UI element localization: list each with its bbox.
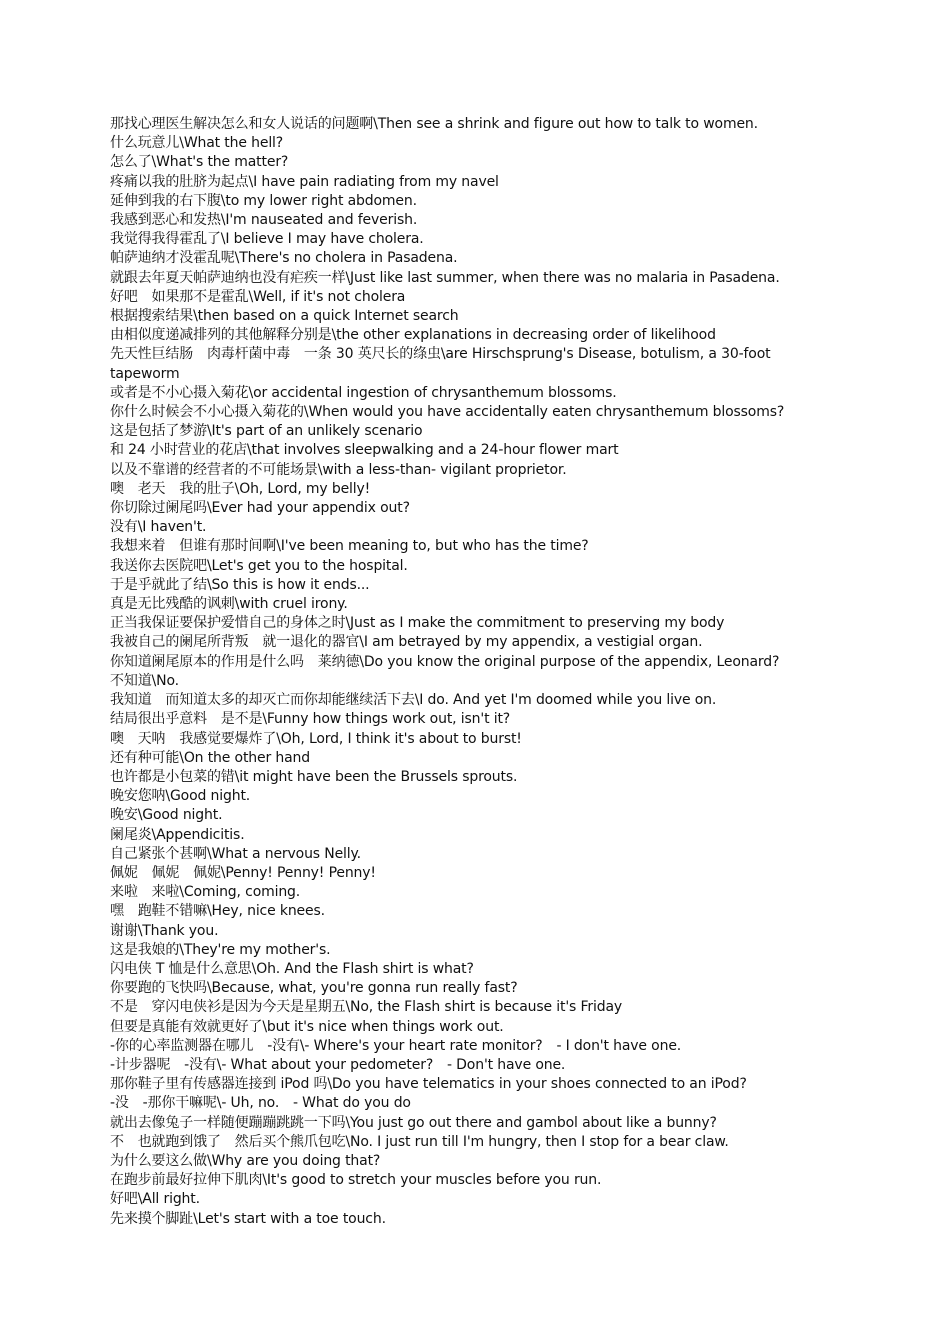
subtitle-line: 在跑步前最好拉伸下肌肉\It's good to stretch your muscles before you run. — [110, 1172, 602, 1189]
subtitle-line: 我被自己的阑尾所背叛 就一退化的器官\I am betrayed by my appendix, a vestigial organ. — [110, 634, 703, 651]
subtitle-line: 噢 老天 我的肚子\Oh, Lord, my belly! — [110, 480, 371, 497]
subtitle-line: 不 也就跑到饿了 然后买个熊爪包吃\No. I just run till I'm hungry, then I stop for a bear claw. — [110, 1133, 729, 1150]
subtitle-line: 没有\I haven't. — [110, 519, 207, 536]
subtitle-line: 为什么要这么做\Why are you doing that? — [110, 1152, 381, 1169]
subtitle-line: 晚安您呐\Good night. — [110, 788, 251, 805]
subtitle-line: 那找心理医生解决怎么和女人说话的问题啊\Then see a shrink and figure out how to talk to women. — [110, 116, 758, 132]
subtitle-line: 噢 天呐 我感觉要爆炸了\Oh, Lord, I think it's about to burst! — [110, 730, 522, 747]
subtitle-line: -你的心率监测器在哪儿 -没有\- Where's your heart rate monitor? - I don't have one. — [110, 1037, 682, 1054]
subtitle-line: 我送你去医院吧\Let's get you to the hospital. — [110, 557, 408, 574]
subtitle-line: 你知道阑尾原本的作用是什么吗 莱纳德\Do you know the original purpose of the appendix, Leonard? — [110, 653, 780, 670]
subtitle-line: 嘿 跑鞋不错嘛\Hey, nice knees. — [110, 903, 325, 920]
subtitle-line: -计步器呢 -没有\- What about your pedometer? - Don't have one. — [110, 1056, 566, 1073]
subtitle-line: 晚安\Good night. — [110, 807, 223, 824]
subtitle-line: 先来摸个脚趾\Let's start with a toe touch. — [110, 1210, 386, 1227]
subtitle-line: 好吧 如果那不是霍乱\Well, if it's not cholera — [110, 288, 406, 305]
subtitle-line: 怎么了\What's the matter? — [110, 154, 289, 171]
subtitle-line: 谢谢\Thank you. — [110, 922, 219, 939]
subtitle-line: 就跟去年夏天帕萨迪纳也没有疟疾一样\Just like last summer, when there was no malaria in Pasadena. — [110, 269, 780, 286]
subtitle-line: 我想来着 但谁有那时间啊\I've been meaning to, but who has the time? — [110, 538, 589, 555]
subtitle-line: 不是 穿闪电侠衫是因为今天是星期五\No, the Flash shirt is because it's Friday — [110, 999, 623, 1016]
subtitle-line: 真是无比残酷的讽刺\with cruel irony. — [110, 596, 348, 613]
subtitle-line: 正当我保证要保护爱惜自己的身体之时\Just as I make the commitment to preserving my body — [110, 615, 725, 632]
subtitle-line: 不知道\No. — [110, 672, 179, 689]
subtitle-line: 但要是真能有效就更好了\but it's nice when things work out. — [110, 1018, 504, 1035]
subtitle-line: 自己紧张个甚啊\What a nervous Nelly. — [110, 845, 361, 862]
subtitle-line: 来啦 来啦\Coming, coming. — [110, 884, 301, 901]
subtitle-line: 闪电侠 T 恤是什么意思\Oh. And the Flash shirt is what? — [110, 960, 474, 977]
subtitle-line: 还有种可能\On the other hand — [110, 749, 310, 766]
subtitle-line: 先天性巨结肠 肉毒杆菌中毒 一条 30 英尺长的绦虫\are Hirschsprung's Disease, botulism, a 30-foot tapeworm — [110, 346, 775, 382]
subtitle-line: 或者是不小心摄入菊花\or accidental ingestion of chrysanthemum blossoms. — [110, 384, 617, 401]
subtitle-line: 这是包括了梦游\It's part of an unlikely scenario — [110, 423, 423, 440]
subtitle-line: 就出去像兔子一样随便蹦蹦跳跳一下吗\You just go out there and gambol about like a bunny? — [110, 1114, 717, 1131]
subtitle-line: 你要跑的飞快吗\Because, what, you're gonna run really fast? — [110, 980, 518, 997]
subtitle-line: 我感到恶心和发热\I'm nauseated and feverish. — [110, 212, 418, 229]
subtitle-line: 于是乎就此了结\So this is how it ends... — [110, 576, 370, 593]
subtitle-line: 结局很出乎意料 是不是\Funny how things work out, isn't it? — [110, 711, 511, 728]
subtitle-line: 好吧\All right. — [110, 1191, 200, 1208]
subtitle-line: 由相似度递减排列的其他解释分别是\the other explanations in decreasing order of likelihood — [110, 327, 716, 344]
subtitle-line: 根据搜索结果\then based on a quick Internet search — [110, 308, 459, 325]
subtitle-line: 和 24 小时营业的花店\that involves sleepwalking and a 24-hour flower mart — [110, 442, 619, 459]
subtitle-lines — [110, 115, 840, 1229]
subtitle-line: 以及不靠谱的经营者的不可能场景\with a less-than- vigilant proprietor. — [110, 461, 567, 478]
subtitle-line: -没 -那你干嘛呢\- Uh, no. - What do you do — [110, 1095, 411, 1112]
subtitle-line: 我知道 而知道太多的却灭亡而你却能继续活下去\I do. And yet I'm doomed while you live on. — [110, 692, 717, 709]
subtitle-line: 疼痛以我的肚脐为起点\I have pain radiating from my navel — [110, 173, 499, 190]
subtitle-line: 阑尾炎\Appendicitis. — [110, 826, 245, 843]
subtitle-line: 什么玩意儿\What the hell? — [110, 135, 284, 152]
subtitle-line: 我觉得我得霍乱了\I believe I may have cholera. — [110, 231, 424, 248]
subtitle-line: 延伸到我的右下腹\to my lower right abdomen. — [110, 192, 417, 209]
subtitle-line: 帕萨迪纳才没霍乱呢\There's no cholera in Pasadena. — [110, 250, 458, 267]
subtitle-line: 你什么时候会不小心摄入菊花的\When would you have accidentally eaten chrysanthemum blossoms? — [110, 404, 785, 421]
subtitle-line: 那你鞋子里有传感器连接到 iPod 吗\Do you have telematics in your shoes connected to an iPod? — [110, 1076, 747, 1093]
subtitle-line: 你切除过阑尾吗\Ever had your appendix out? — [110, 500, 410, 517]
subtitle-line: 这是我娘的\They're my mother's. — [110, 941, 331, 958]
subtitle-line: 佩妮 佩妮 佩妮\Penny! Penny! Penny! — [110, 864, 376, 881]
subtitle-line: 也许都是小包菜的错\it might have been the Brussels sprouts. — [110, 768, 518, 785]
